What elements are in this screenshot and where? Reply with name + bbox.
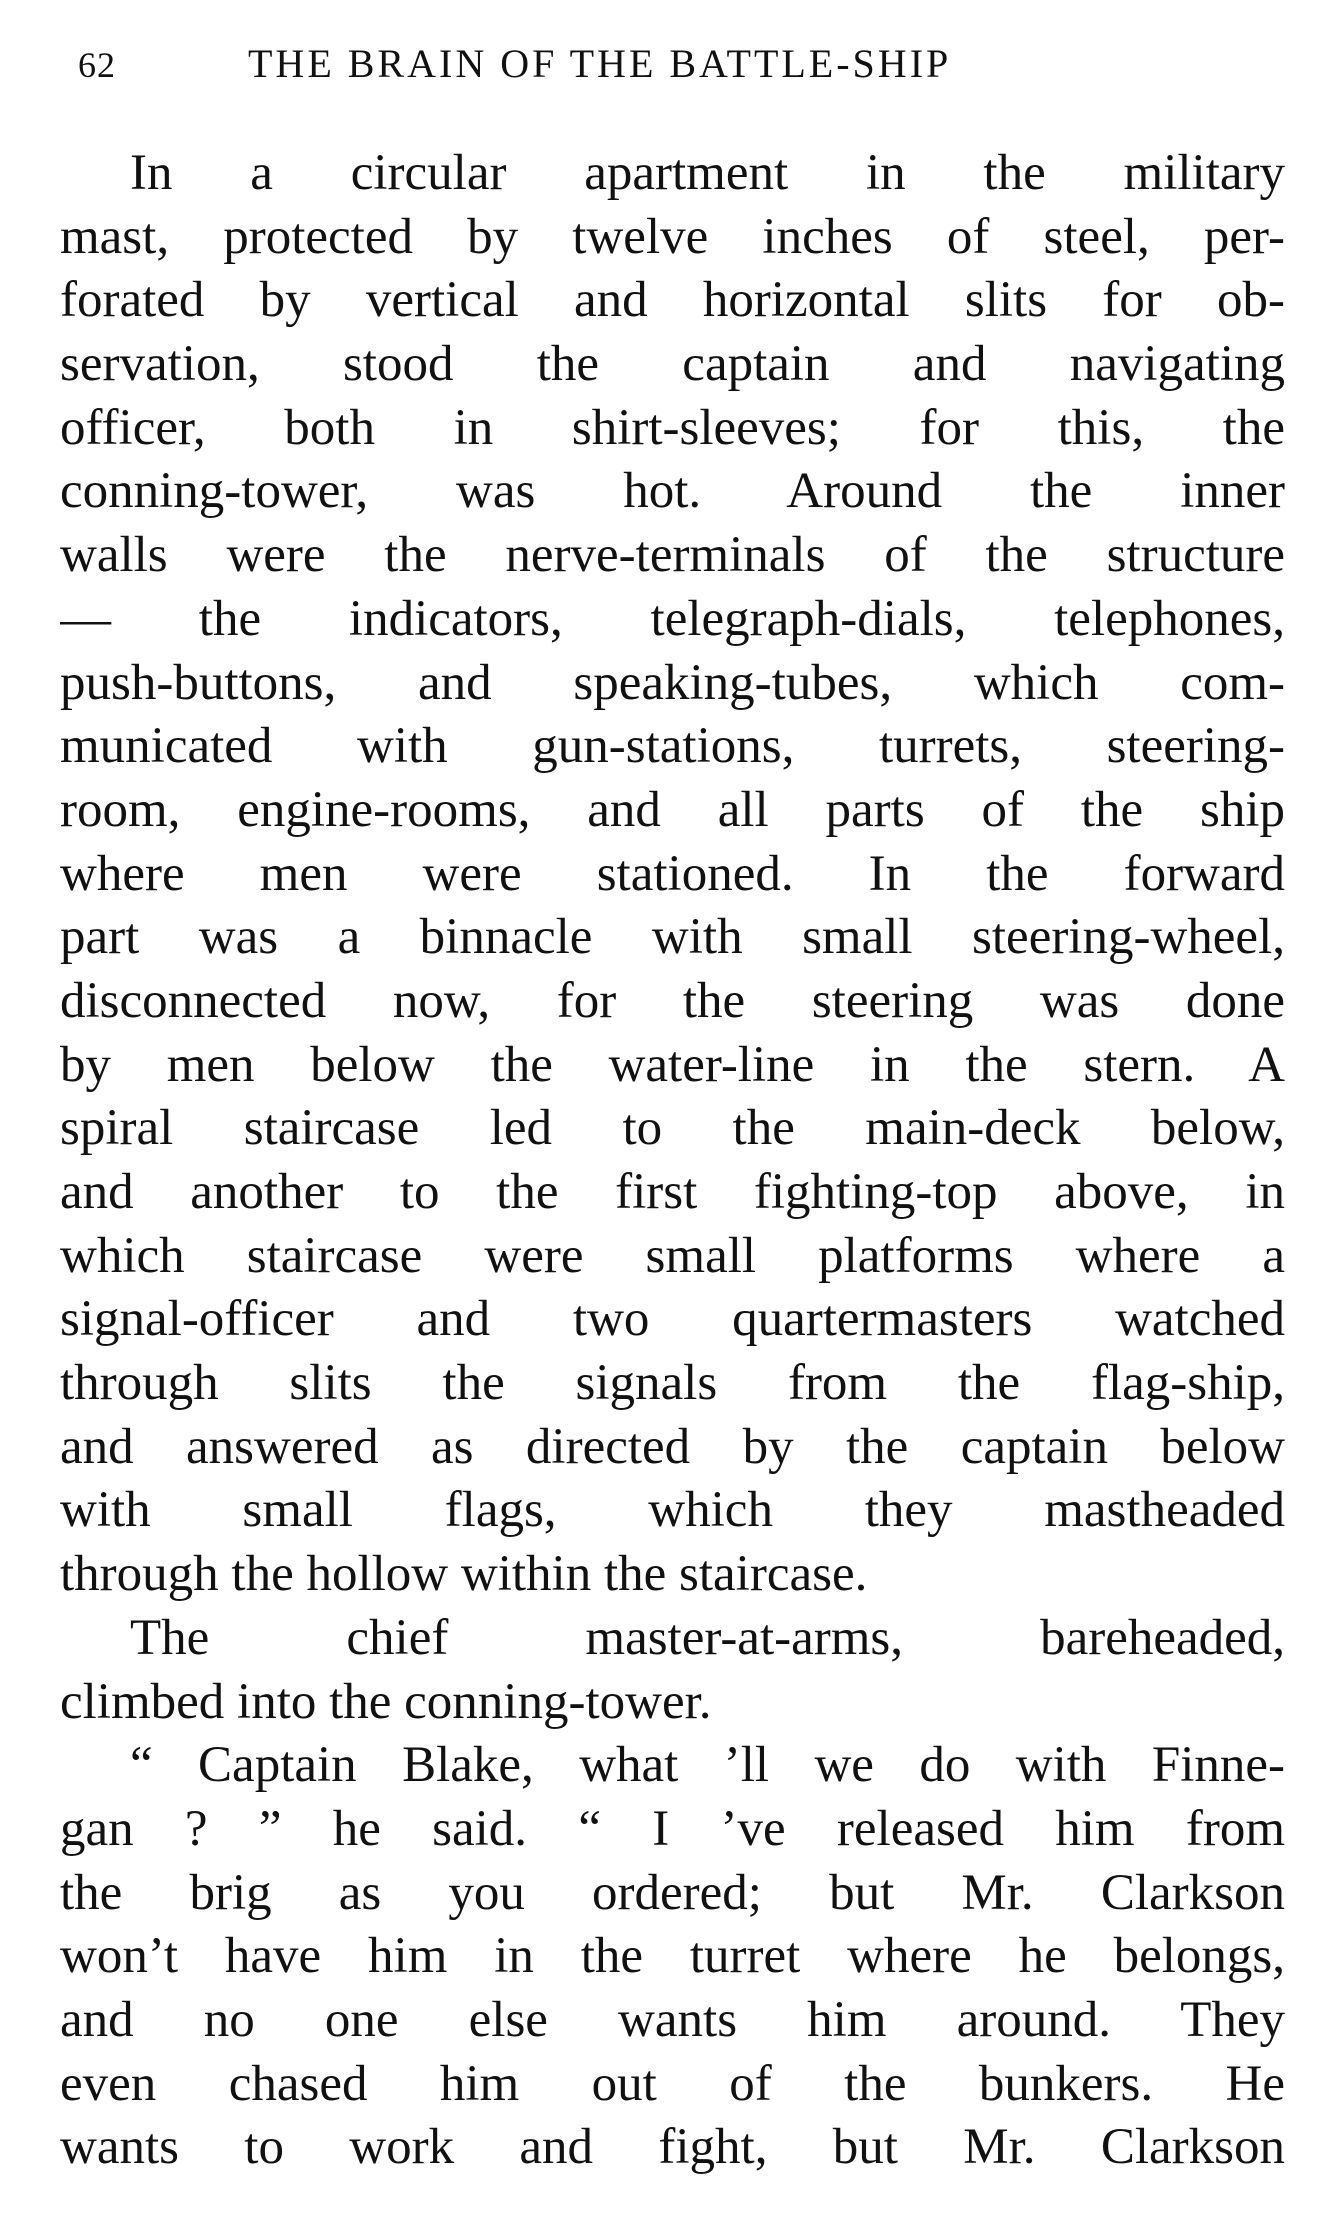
text-line: and answered as directed by the captain below <box>60 1418 1285 1475</box>
text-line: “ Captain Blake, what ’ll we do with Finne- <box>130 1737 1285 1794</box>
text-line: wants to work and fight, but Mr. Clarkson <box>60 2119 1285 2176</box>
text-line: gan ? ” he said. “ I ’ve released him from <box>60 1800 1285 1857</box>
text-line: and another to the first fighting-top above, in <box>60 1164 1285 1220</box>
text-line: the brig as you ordered; but Mr. Clarkson <box>60 1864 1285 1921</box>
running-head: THE BRAIN OF THE BATTLE-SHIP <box>248 41 952 86</box>
text-line: which staircase were small platforms where a <box>60 1227 1285 1284</box>
text-line: In a circular apartment in the military <box>130 145 1285 201</box>
text-line: mast, protected by twelve inches of steel, per- <box>60 208 1285 265</box>
text-line: signal-officer and two quartermasters watched <box>60 1291 1285 1348</box>
text-line: — the indicators, telegraph-dials, telephones, <box>60 590 1285 647</box>
text-line: forated by vertical and horizontal slits for ob- <box>60 272 1285 329</box>
text-line: by men below the water-line in the stern. A <box>60 1036 1285 1093</box>
text-line: where men were stationed. In the forward <box>60 845 1285 902</box>
page-header <box>78 40 1108 100</box>
text-line: won’t have him in the turret where he belongs, <box>60 1928 1285 1985</box>
text-line: spiral staircase led to the main-deck below, <box>60 1100 1285 1157</box>
text-line: walls were the nerve-terminals of the structure <box>60 527 1285 584</box>
text-line: push-buttons, and speaking-tubes, which com- <box>60 654 1285 711</box>
text-line: through the hollow within the staircase. <box>60 1546 868 1603</box>
text-line: part was a binnacle with small steering-wheel, <box>60 909 1285 966</box>
text-line: disconnected now, for the steering was done <box>60 972 1285 1029</box>
text-line: municated with gun-stations, turrets, steering- <box>60 718 1285 775</box>
text-line: climbed into the conning-tower. <box>60 1673 712 1730</box>
body-text <box>60 142 1285 2180</box>
text-line: room, engine-rooms, and all parts of the ship <box>60 781 1285 838</box>
page-number: 62 <box>78 45 116 85</box>
text-line: with small flags, which they mastheaded <box>60 1482 1285 1539</box>
text-line: officer, both in shirt-sleeves; for this, the <box>60 399 1285 456</box>
text-line: even chased him out of the bunkers. He <box>60 2055 1285 2112</box>
text-line: through slits the signals from the flag-ship, <box>60 1355 1285 1412</box>
text-line: The chief master-at-arms, bareheaded, <box>130 1609 1285 1666</box>
text-line: servation, stood the captain and navigating <box>60 336 1285 393</box>
text-line: and no one else wants him around. They <box>60 1991 1285 2048</box>
text-line: conning-tower, was hot. Around the inner <box>60 463 1285 520</box>
